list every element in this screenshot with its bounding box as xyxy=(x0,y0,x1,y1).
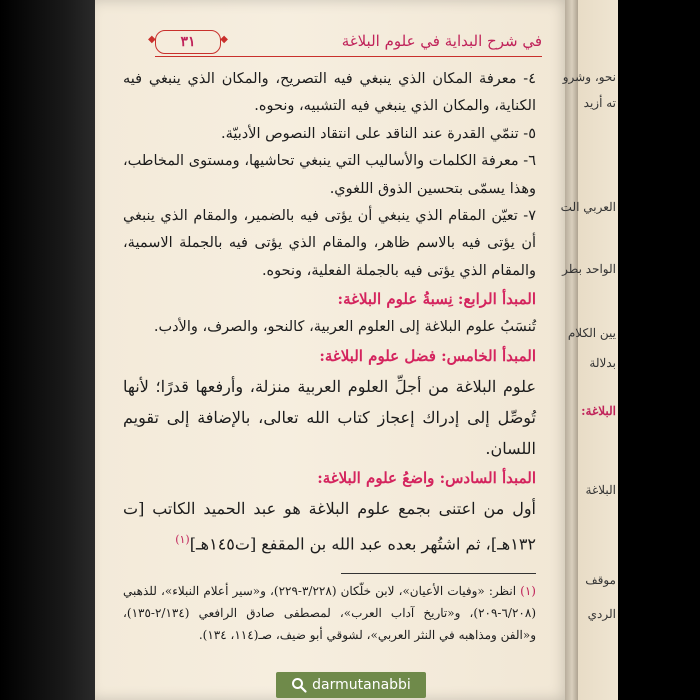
section-paragraph-6 xyxy=(123,493,536,559)
adjacent-fragment: بدلالة xyxy=(589,356,616,370)
section-paragraph-5: علوم البلاغة من أجلِّ العلوم العربية منزلة، وأرفعها قدرًا؛ لأنها تُوصِّل إلى إدراك إعجاز كتاب الله تعالى، بالإضافة إلى تقويم اللسان. xyxy=(123,376,536,458)
list-item-5: ٥- تنمّي القدرة عند الناقد على انتقاد النصوص الأدبيّة. xyxy=(220,125,536,142)
section-heading-6: المبدأ السادس: واضعُ علوم البلاغة: xyxy=(317,468,536,487)
section-heading-4: المبدأ الرابع: نِسبةُ علوم البلاغة: xyxy=(337,290,536,309)
section-paragraph-6-text: أول من اعتنى بجمع علوم البلاغة هو عبد الحميد الكاتب [ت ١٣٢هـ]، ثم اشتُهر بعده عبد الله بن المقفع [ت١٤٥هـ] xyxy=(123,498,536,553)
adjacent-fragment: نحو، وشرو xyxy=(562,70,616,84)
list-item-7: ٧- تعيّن المقام الذي ينبغي أن يؤتى فيه بالضمير، والمقام الذي ينبغي أن يؤتى فيه بالاسم ظاهر، والمقام الذي يؤتى فيه بالجملة الاسمية، والمقام الذي يؤتى فيه بالجملة الفعلية، ونحوه. xyxy=(123,208,536,279)
page-number: ◆ ٣١ ◆ xyxy=(155,30,221,54)
watermark-badge xyxy=(276,672,426,698)
footnote-marker: (١) xyxy=(175,532,190,546)
adjacent-page xyxy=(560,0,618,700)
page-header xyxy=(155,30,542,57)
footnotes xyxy=(123,580,536,646)
footnote-text: انظر: «وفيات الأعيان»، لابن خلّكان (٣/٢٢٨-٢٢٩)، و«سير أعلام النبلاء»، للذهبي (٦/٢٠٨-٢٠٩)، و«تاريخ آداب العرب»، لمصطفى صادق الرافعي (٢/١٣٤-١٣٥)، و«الفن ومذاهبه في النثر العربي»، لشوقي أبو ضيف، صـ(١١٤، ١٣٤). xyxy=(123,584,536,642)
adjacent-fragment: يين الكلام xyxy=(567,326,616,340)
footnote-divider xyxy=(341,573,536,574)
footnote-1 xyxy=(123,580,536,646)
adjacent-fragment: الواحد بطر xyxy=(562,262,616,276)
book-spine xyxy=(565,0,579,700)
list-item-4: ٤- معرفة المكان الذي ينبغي فيه التصريح، والمكان الذي ينبغي فيه الكناية، والمكان الذي ينبغي فيه التشبيه، ونحوه. xyxy=(123,71,536,115)
watermark-text: darmutanabbi xyxy=(312,677,411,693)
section-paragraph-4: تُنسَبُ علوم البلاغة إلى العلوم العربية، كالنحو، والصرف، والأدب. xyxy=(153,319,536,336)
book-page xyxy=(95,0,570,700)
adjacent-fragment: البلاغة xyxy=(585,483,616,497)
running-title: في شرح البداية في علوم البلاغة xyxy=(341,32,542,50)
adjacent-fragment: البلاغة: xyxy=(581,404,616,418)
section-heading-5: المبدأ الخامس: فضل علوم البلاغة: xyxy=(319,346,536,365)
list-item-6: ٦- معرفة الكلمات والأساليب التي ينبغي تحاشيها، ومستوى المخاطب، وهذا يسمّى بتحسين الذوق اللغوي. xyxy=(123,153,536,197)
background-right xyxy=(618,0,700,700)
adjacent-fragment: ته أزيد xyxy=(583,96,616,110)
page-body xyxy=(123,66,536,559)
adjacent-fragment: موقف xyxy=(585,573,616,587)
background-left xyxy=(0,0,95,700)
adjacent-fragment: الردي xyxy=(587,607,616,621)
footnote-number: (١) xyxy=(520,584,536,598)
adjacent-fragment: العربي الت xyxy=(560,200,616,214)
search-icon xyxy=(291,677,307,693)
